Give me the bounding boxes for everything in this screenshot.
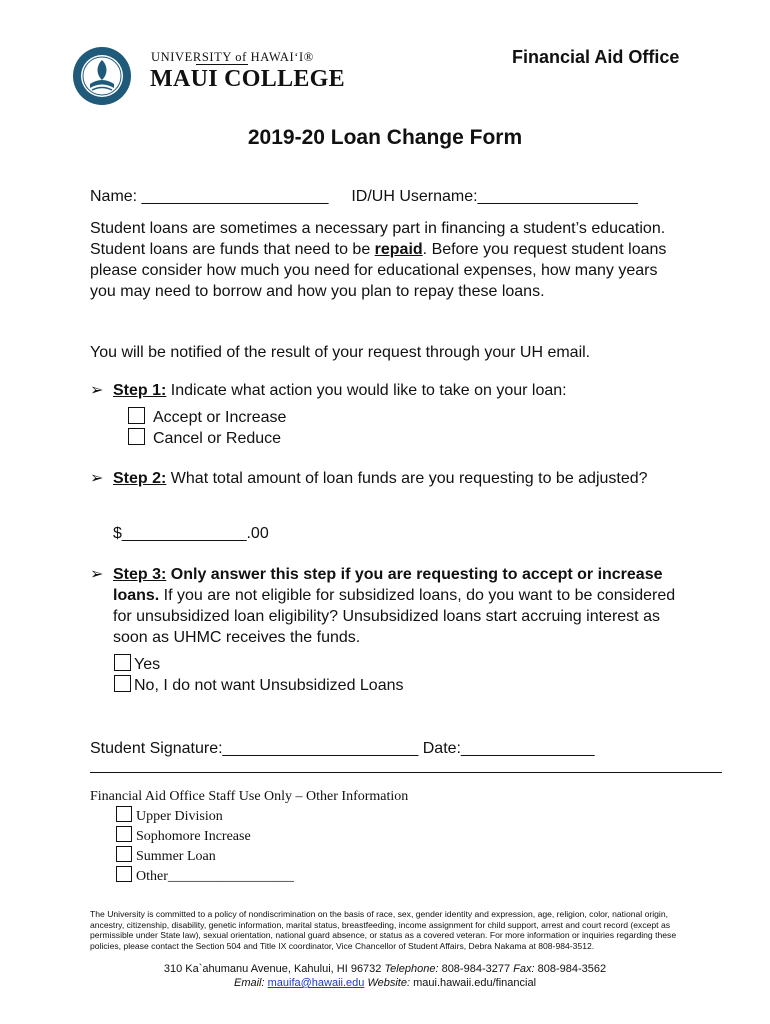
staff-option-sophomore-increase[interactable]: Sophomore Increase	[116, 826, 408, 846]
identity-fields	[90, 186, 638, 207]
checkbox[interactable]	[114, 675, 131, 692]
option-no-unsubsidized[interactable]: No, I do not want Unsubsidized Loans	[114, 675, 404, 696]
contact-address: 310 Ka`ahumanu Avenue, Kahului, HI 96732 Telephone: 808-984-3277 Fax: 808-984-3562 Email: mauifa@hawaii.edu Website: maui.hawaii.edu/financial	[163, 963, 607, 989]
step-3	[90, 564, 690, 648]
fax: 808-984-3562	[534, 963, 607, 975]
checkbox[interactable]	[116, 846, 132, 862]
option-cancel-reduce[interactable]: Cancel or Reduce	[128, 428, 281, 449]
amount-field[interactable]: $______________.00	[113, 525, 269, 542]
telephone: 808-984-3277	[438, 963, 514, 975]
uh-username-field[interactable]: ID/UH Username:__________________	[351, 188, 638, 205]
step-3-text: If you are not eligible for subsidized loans, do you want to be considered for unsubsidized loan eligibility? Unsubsidized loans start accruing interest as soon as UHMC receives the funds.	[113, 587, 676, 646]
university-name: UNIVERSITY of HAWAI‘I®	[151, 50, 314, 64]
checkbox[interactable]	[116, 806, 132, 822]
step-2-text: What total amount of loan funds are you requesting to be adjusted?	[166, 470, 648, 487]
checkbox[interactable]	[114, 654, 131, 671]
university-seal-logo	[72, 46, 132, 106]
step-1-label: Step 1:	[113, 382, 167, 399]
form-title: 2019-20 Loan Change Form	[247, 126, 523, 149]
checkbox[interactable]	[116, 826, 132, 842]
college-name: MAUI COLLEGE	[150, 66, 345, 92]
arrow-bullet-icon: ➢	[90, 382, 104, 399]
arrow-bullet-icon: ➢	[90, 566, 104, 583]
step-2-label: Step 2:	[113, 470, 167, 487]
intro-text: Student loans are sometimes a necessary part in financing a student’s education. Student loans are funds that need to be	[90, 220, 666, 258]
notice-text: You will be notified of the result of your request through your UH email.	[90, 344, 591, 361]
street-address: 310 Ka`ahumanu Avenue, Kahului, HI 96732	[163, 963, 385, 975]
option-yes[interactable]: Yes	[114, 654, 160, 675]
step-1-text: Indicate what action you would like to take on your loan:	[166, 382, 567, 399]
staff-heading: Financial Aid Office Staff Use Only – Other Information	[90, 789, 409, 804]
step-3-bold-text: Only answer this step if you are requesting to accept or increase loans.	[113, 566, 663, 604]
website: maui.hawaii.edu/financial	[410, 977, 537, 989]
intro-paragraph	[90, 218, 670, 302]
step-1	[90, 380, 690, 401]
office-name: Financial Aid Office	[512, 47, 680, 67]
staff-option-summer-loan[interactable]: Summer Loan	[116, 846, 408, 866]
logo-divider	[196, 64, 248, 65]
name-field[interactable]: Name: _____________________	[90, 188, 329, 205]
staff-option-upper-division[interactable]: Upper Division	[116, 806, 408, 826]
intro-text-end: . Before you request student loans please consider how much you need for educational expenses, how many years you may need to borrow and how you plan to repay these loans.	[90, 241, 667, 300]
checkbox[interactable]	[128, 407, 145, 424]
step-3-label: Step 3:	[113, 566, 167, 583]
staff-use-section	[90, 788, 408, 886]
arrow-bullet-icon: ➢	[90, 470, 104, 487]
intro-bold-repaid: repaid	[374, 241, 423, 258]
step-2	[90, 468, 650, 489]
checkbox[interactable]	[128, 428, 145, 445]
nondiscrimination-statement: The University is committed to a policy of nondiscrimination on the basis of race, sex, gender identity and expression, age, religion, color, national origin, ancestry, citizenship, disability, genetic information, marital status, breastfeeding, income assignment for child support, arrest and court record (except as permissible under State law), sexual orientation, national guard absence, or status as a covered veteran. For more information or inquiries regarding these policies, please contact the Section 504 and Title IX coordinator, Vice Chancellor of Student Affairs, Debra Nakama at 808-984-3512.	[90, 909, 677, 951]
divider-line	[90, 772, 722, 773]
signature-date-field[interactable]: Student Signature:______________________ Date:_______________	[90, 740, 595, 757]
checkbox[interactable]	[116, 866, 132, 882]
staff-option-other[interactable]: Other__________________	[116, 866, 408, 886]
email-link[interactable]: mauifa@hawaii.edu	[267, 977, 365, 989]
option-accept-increase[interactable]: Accept or Increase	[128, 407, 286, 428]
